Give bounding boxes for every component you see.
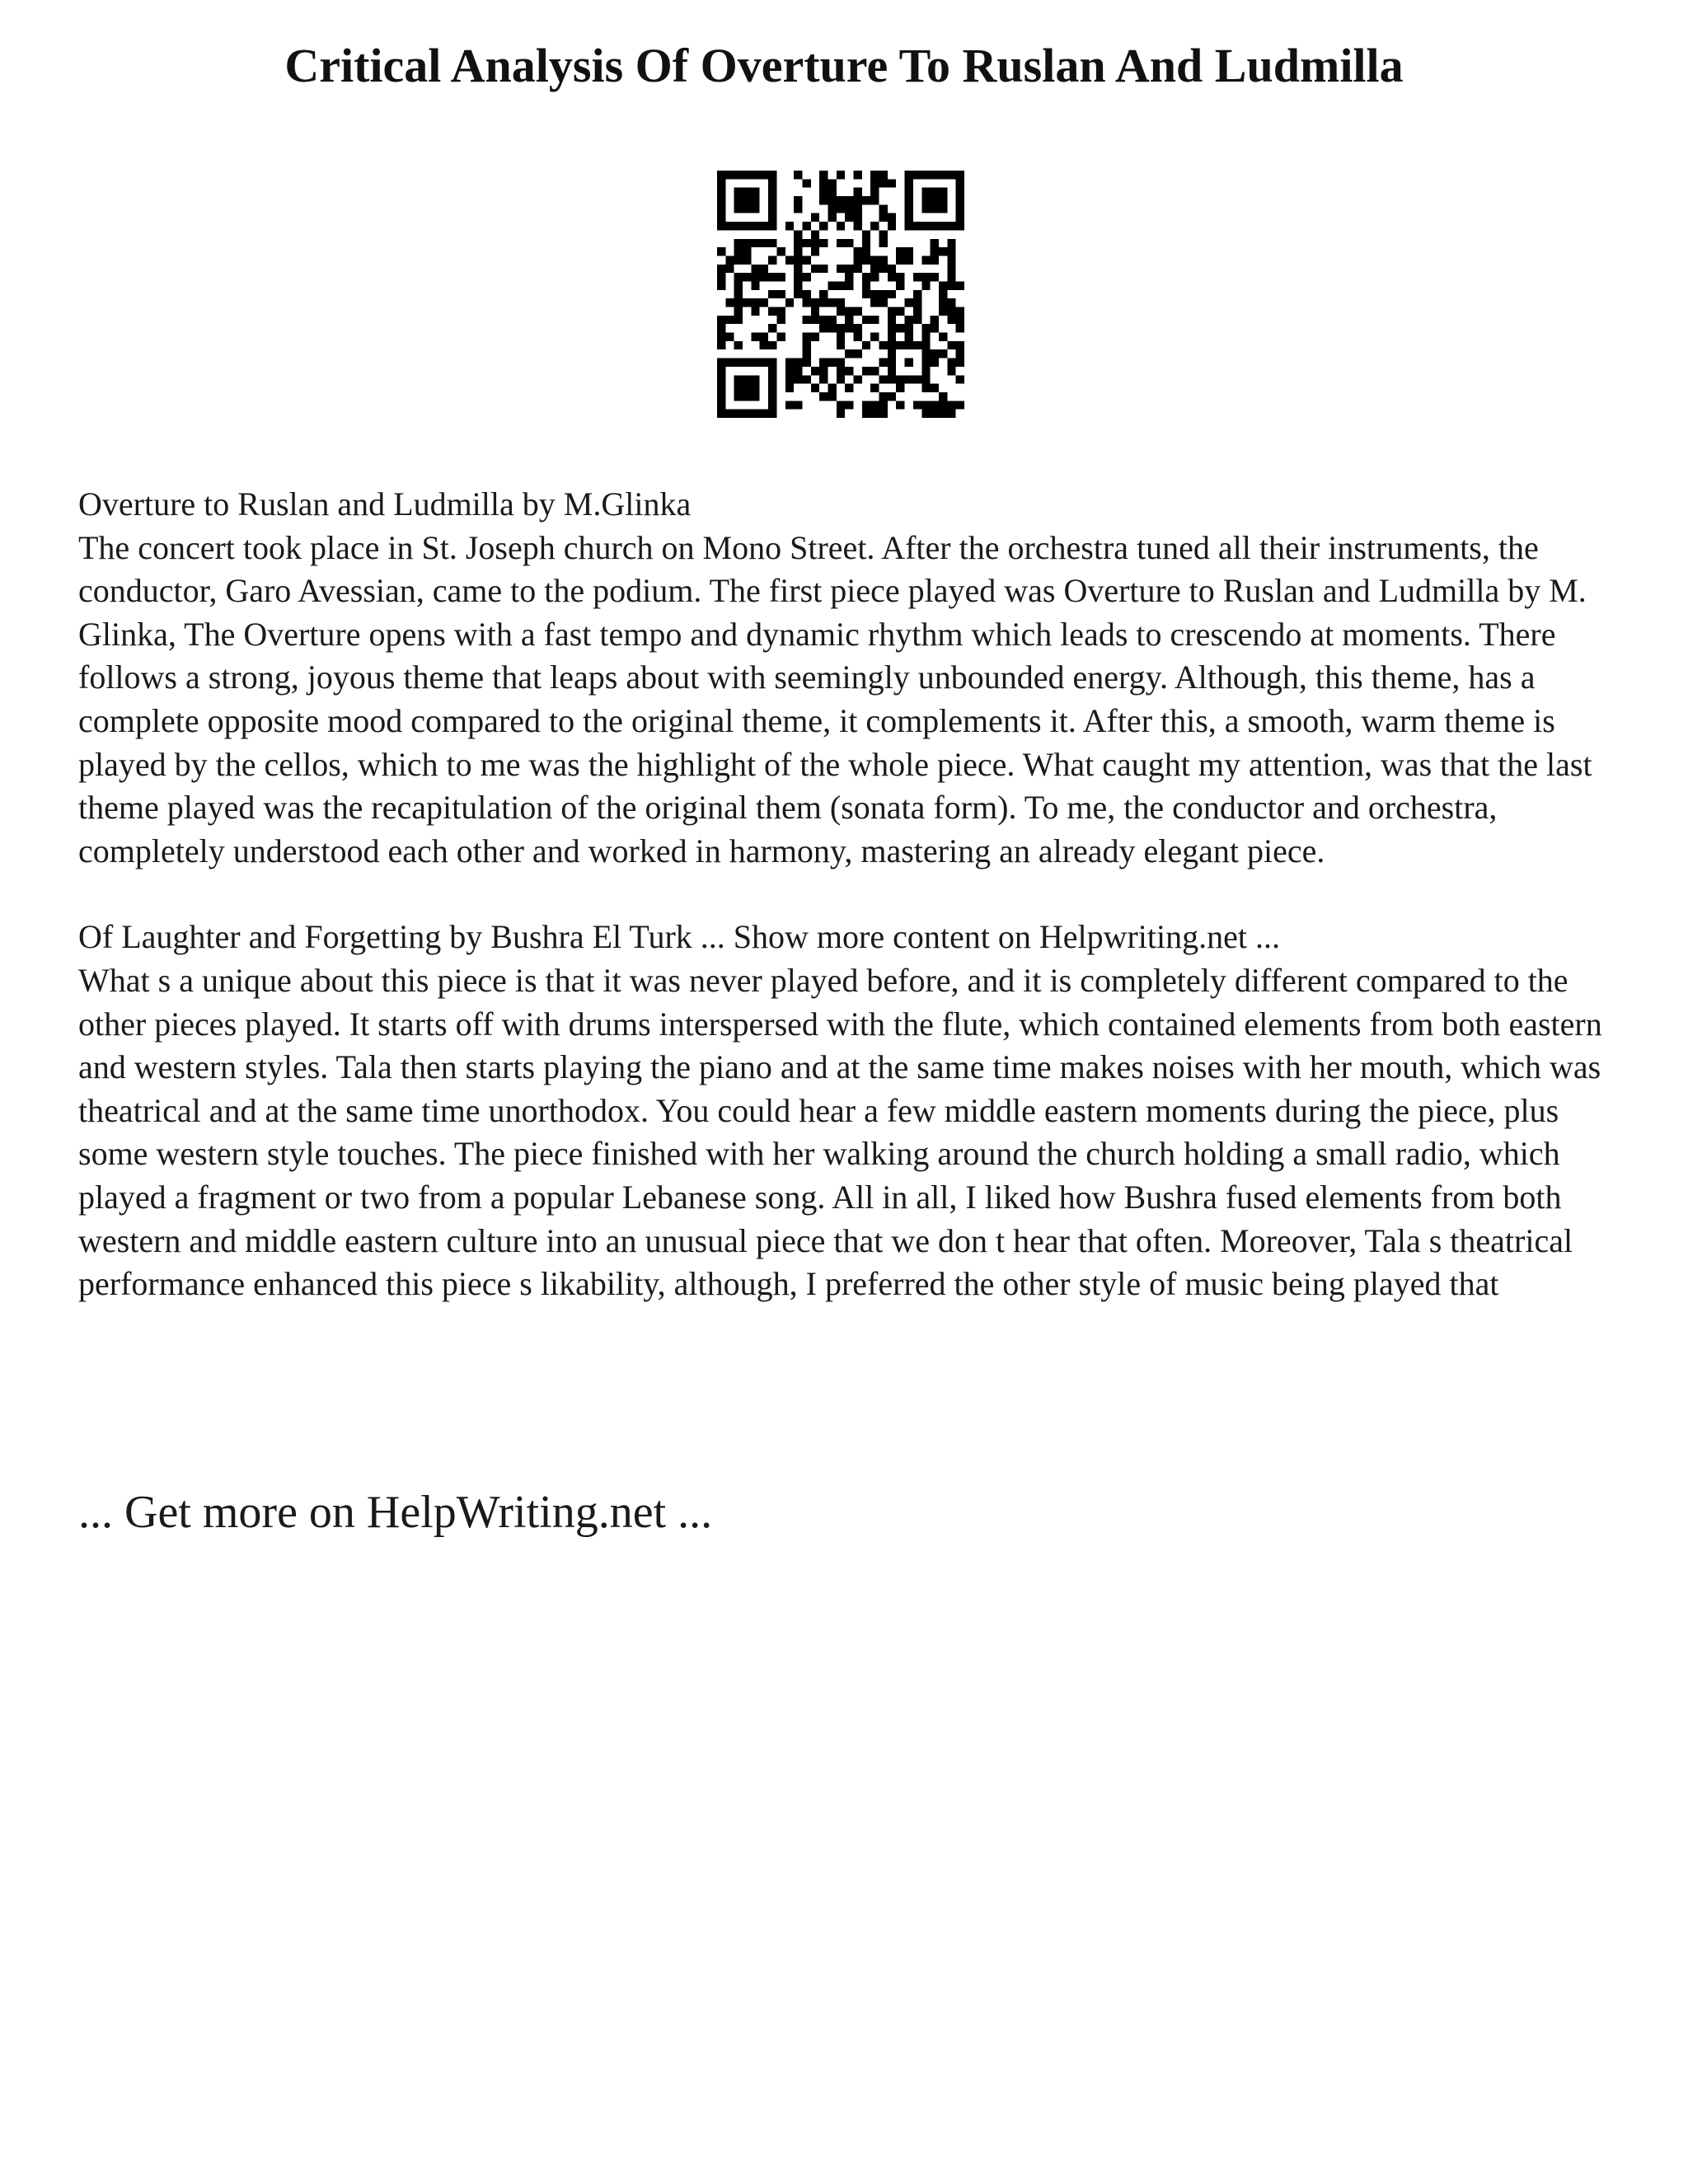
get-more-link[interactable]: ... Get more on HelpWriting.net ... <box>78 1487 713 1538</box>
section-body-overture: The concert took place in St. Joseph church on Mono Street. After the orchestra tuned all their instruments, the conductor, Garo Avessian, came to the podium. The first piece played was Overture to Ruslan and Ludmilla by M. Glinka, The Overture opens with a fast tempo and dynamic rhythm which leads to crescendo at moments. There follows a strong, joyous theme that leaps about with seemingly unbounded energy. Although, this theme, has a complete opposite mood compared to the original theme, it complements it. After this, a smooth, warm theme is played by the cellos, which to me was the highlight of the whole piece. What caught my attention, was that the last theme played was the recapitulation of the original them (sonata form). To me, the conductor and orchestra, completely understood each other and worked in harmony, mastering an already elegant piece. <box>78 528 1592 869</box>
section-divider <box>78 873 1628 916</box>
section-heading-laughter: Of Laughter and Forgetting by Bushra El Turk ... Show more content on Helpwriting.net ... <box>78 918 1280 956</box>
article-body <box>78 483 1628 1306</box>
page-title: Critical Analysis Of Overture To Ruslan And Ludmilla <box>284 39 1404 92</box>
section-body-laughter: What s a unique about this piece is that it was never played before, and it is completely different compared to the other pieces played. It starts off with drums interspersed with the flute, which contained elements from both eastern and western styles. Tala then starts playing the piano and at the same time makes noises with her mouth, which was theatrical and at the same time unorthodox. You could hear a few middle eastern moments during the piece, plus some western style touches. The piece finished with her walking around the church holding a small radio, which played a fragment or two from a popular Lebanese song. All in all, I liked how Bushra fused elements from both western and middle eastern culture into an unusual piece that we don t hear that often. Moreover, Tala s theatrical performance enhanced this piece s likability, although, I preferred the other style of music being played that <box>78 961 1602 1303</box>
qr-code-icon <box>717 171 964 418</box>
section-heading-overture: Overture to Ruslan and Ludmilla by M.Glinka <box>78 485 692 523</box>
